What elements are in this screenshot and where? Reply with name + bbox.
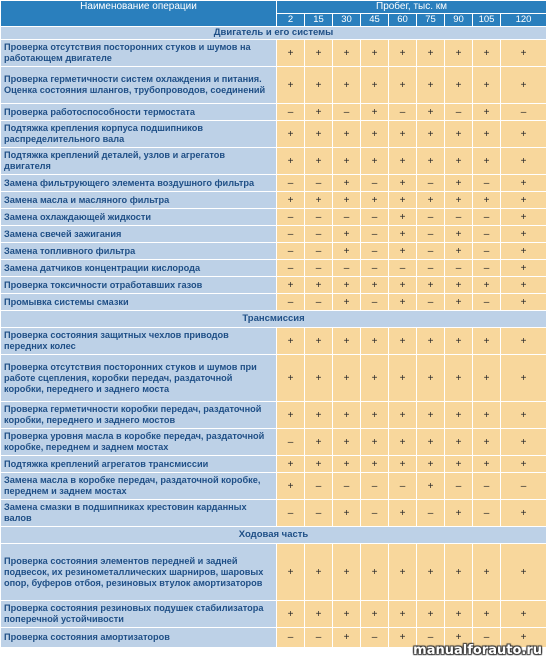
schedule-mark: + [333,328,361,355]
schedule-mark: – [361,294,389,311]
schedule-mark: – [389,104,417,121]
schedule-mark: + [473,355,501,402]
table-row [1,243,546,260]
schedule-mark: + [277,473,305,500]
schedule-mark: – [361,226,389,243]
schedule-mark: – [277,226,305,243]
schedule-mark: – [501,104,546,121]
schedule-mark: + [473,429,501,456]
table-row [1,67,546,104]
operation-name: Подтяжка крепления корпуса подшипников распределительного вала [1,121,277,148]
schedule-mark: + [473,402,501,429]
schedule-mark: + [445,243,473,260]
operation-name: Проверка герметичности коробки передач, раздаточной коробки, переднего и заднего мостов [1,402,277,429]
schedule-mark: + [501,226,546,243]
schedule-mark: + [361,402,389,429]
schedule-mark: – [277,175,305,192]
mileage-header-cell: 90 [445,14,473,27]
schedule-mark: + [333,40,361,67]
schedule-mark: + [277,192,305,209]
schedule-mark: + [305,402,333,429]
schedule-mark: + [305,601,333,628]
schedule-mark: + [445,402,473,429]
operation-name: Проверка токсичности отработавших газов [1,277,277,294]
schedule-mark: + [473,456,501,473]
section-title: Ходовая часть [1,527,546,544]
table-row [1,40,546,67]
table-row [1,544,546,601]
schedule-mark: + [445,601,473,628]
schedule-mark: + [501,148,546,175]
table-row [1,209,546,226]
schedule-mark: – [473,473,501,500]
schedule-mark: + [473,40,501,67]
schedule-mark: + [361,601,389,628]
schedule-mark: + [445,628,473,648]
table-body [1,27,546,648]
schedule-mark: + [445,328,473,355]
schedule-mark: + [277,355,305,402]
operation-name: Замена топливного фильтра [1,243,277,260]
schedule-mark: + [501,628,546,648]
schedule-mark: + [277,402,305,429]
mileage-header-cell: 45 [361,14,389,27]
schedule-mark: + [305,544,333,601]
schedule-mark: + [501,328,546,355]
schedule-mark: – [277,628,305,648]
schedule-mark: + [389,243,417,260]
schedule-mark: + [389,355,417,402]
schedule-mark: – [277,104,305,121]
schedule-mark: + [501,601,546,628]
schedule-mark: + [417,67,445,104]
schedule-mark: + [305,40,333,67]
schedule-mark: – [333,209,361,226]
schedule-mark: – [473,294,501,311]
schedule-mark: – [361,500,389,527]
schedule-mark: + [417,456,445,473]
operation-name: Проверка состояния защитных чехлов приводов передних колес [1,328,277,355]
schedule-mark: + [389,429,417,456]
schedule-mark: + [417,429,445,456]
schedule-mark: – [473,226,501,243]
schedule-mark: + [501,402,546,429]
schedule-mark: + [501,175,546,192]
schedule-mark: – [473,243,501,260]
schedule-mark: + [333,175,361,192]
schedule-mark: + [305,429,333,456]
schedule-mark: + [501,544,546,601]
operation-column-header: Наименование операции [1,1,277,27]
schedule-mark: – [417,628,445,648]
mileage-header-cell: 120 [501,14,546,27]
schedule-mark: – [417,294,445,311]
schedule-mark: – [473,628,501,648]
schedule-mark: + [333,226,361,243]
schedule-mark: + [305,277,333,294]
table-row [1,429,546,456]
table-row [1,175,546,192]
operation-name: Проверка работоспособности термостата [1,104,277,121]
table-row [1,402,546,429]
schedule-mark: + [389,544,417,601]
schedule-mark: + [389,175,417,192]
operation-name: Проверка отсутствия посторонних стуков и шумов при работе сцепления, коробки передач, раздаточной коробки, переднего и заднего моста [1,355,277,402]
schedule-mark: – [445,104,473,121]
schedule-mark: + [361,192,389,209]
schedule-mark: + [277,67,305,104]
schedule-mark: – [417,226,445,243]
schedule-mark: – [389,260,417,277]
schedule-mark: + [389,402,417,429]
schedule-mark: + [361,355,389,402]
mileage-group-header: Пробег, тыс. км [277,1,546,14]
schedule-mark: + [445,67,473,104]
schedule-mark: + [417,473,445,500]
schedule-mark: – [277,294,305,311]
schedule-mark: + [445,456,473,473]
table-row [1,601,546,628]
schedule-mark: – [361,473,389,500]
schedule-mark: + [389,226,417,243]
schedule-mark: + [501,355,546,402]
schedule-mark: – [305,175,333,192]
schedule-mark: + [389,40,417,67]
table-header [1,1,546,27]
schedule-mark: + [333,277,361,294]
schedule-mark: – [277,500,305,527]
watermark: manualforauto.ru [413,643,542,658]
operation-name: Замена датчиков концентрации кислорода [1,260,277,277]
schedule-mark: + [333,429,361,456]
schedule-mark: + [305,67,333,104]
schedule-mark: – [305,226,333,243]
operation-name: Замена масла в коробке передач, раздаточной коробке, переднем и заднем мостах [1,473,277,500]
schedule-mark: + [305,121,333,148]
operation-name: Проверка уровня масла в коробке передач, раздаточной коробке, переднем и заднем мостах [1,429,277,456]
schedule-mark: + [501,192,546,209]
schedule-mark: + [333,67,361,104]
schedule-mark: + [417,402,445,429]
schedule-mark: – [277,429,305,456]
operation-name: Проверка состояния резиновых подушек стабилизатора поперечной устойчивости [1,601,277,628]
schedule-mark: + [417,544,445,601]
section-title: Трансмиссия [1,311,546,328]
schedule-mark: – [361,243,389,260]
table-row [1,355,546,402]
schedule-mark: – [361,175,389,192]
schedule-mark: + [389,192,417,209]
schedule-mark: + [417,601,445,628]
schedule-mark: + [389,294,417,311]
schedule-mark: + [277,456,305,473]
section-row [1,527,546,544]
schedule-mark: + [305,456,333,473]
operation-name: Проверка герметичности систем охлаждения и питания. Оценка состояния шлангов, трубопроводов, соединений [1,67,277,104]
schedule-mark: + [473,192,501,209]
schedule-mark: – [389,473,417,500]
schedule-mark: – [305,500,333,527]
schedule-mark: – [417,500,445,527]
table-row [1,456,546,473]
schedule-mark: + [333,500,361,527]
schedule-mark: + [501,40,546,67]
schedule-mark: + [389,67,417,104]
section-title: Двигатель и его системы [1,27,546,40]
schedule-mark: + [501,429,546,456]
schedule-mark: + [305,355,333,402]
schedule-mark: + [277,328,305,355]
operation-name: Подтяжка креплений деталей, узлов и агрегатов двигателя [1,148,277,175]
schedule-mark: + [473,328,501,355]
schedule-mark: – [473,260,501,277]
schedule-mark: – [417,243,445,260]
schedule-mark: + [333,544,361,601]
schedule-mark: + [333,192,361,209]
schedule-mark: + [333,243,361,260]
schedule-mark: – [333,260,361,277]
schedule-mark: + [501,294,546,311]
schedule-mark: + [473,544,501,601]
schedule-mark: + [333,601,361,628]
section-row [1,27,546,40]
schedule-mark: – [445,260,473,277]
mileage-header-cell: 105 [473,14,501,27]
operation-name: Проверка состояния элементов передней и задней подвесок, их резинометаллических шарниров, шаровых опор, буферов отбоя, резиновых втулок амортизаторов [1,544,277,601]
schedule-mark: + [445,544,473,601]
table-row [1,192,546,209]
schedule-mark: + [333,355,361,402]
schedule-mark: + [473,67,501,104]
schedule-mark: + [445,500,473,527]
schedule-mark: + [389,209,417,226]
schedule-mark: – [473,500,501,527]
table-row [1,260,546,277]
schedule-mark: + [501,209,546,226]
table-row [1,121,546,148]
schedule-mark: – [417,260,445,277]
schedule-mark: + [277,40,305,67]
schedule-mark: + [417,355,445,402]
schedule-mark: + [389,628,417,648]
mileage-header-cell: 15 [305,14,333,27]
schedule-mark: + [417,148,445,175]
mileage-header-cell: 75 [417,14,445,27]
schedule-mark: + [417,192,445,209]
operation-name: Проверка состояния амортизаторов [1,628,277,648]
schedule-mark: + [445,192,473,209]
schedule-mark: + [417,104,445,121]
schedule-mark: – [361,628,389,648]
schedule-mark: – [305,628,333,648]
schedule-mark: + [445,121,473,148]
schedule-mark: + [445,226,473,243]
schedule-mark: + [417,277,445,294]
table-row [1,328,546,355]
schedule-mark: – [305,209,333,226]
schedule-mark: + [389,601,417,628]
schedule-mark: – [305,243,333,260]
schedule-mark: + [501,67,546,104]
schedule-mark: + [445,148,473,175]
schedule-mark: + [501,121,546,148]
schedule-mark: + [389,121,417,148]
schedule-mark: + [473,277,501,294]
schedule-mark: + [417,328,445,355]
schedule-mark: – [473,175,501,192]
schedule-mark: – [277,260,305,277]
mileage-header-cell: 2 [277,14,305,27]
schedule-mark: + [445,429,473,456]
schedule-mark: – [473,209,501,226]
operation-name: Проверка отсутствия посторонних стуков и шумов на работающем двигателе [1,40,277,67]
table-row [1,473,546,500]
schedule-mark: + [361,40,389,67]
schedule-mark: + [389,148,417,175]
schedule-mark: + [501,456,546,473]
schedule-mark: – [277,209,305,226]
schedule-mark: + [473,601,501,628]
schedule-mark: + [389,456,417,473]
table-row [1,500,546,527]
schedule-mark: + [389,277,417,294]
operation-name: Замена фильтрующего элемента воздушного фильтра [1,175,277,192]
schedule-mark: + [417,121,445,148]
schedule-mark: + [333,294,361,311]
schedule-mark: + [333,628,361,648]
schedule-mark: + [445,277,473,294]
schedule-mark: – [305,294,333,311]
schedule-mark: – [445,209,473,226]
schedule-mark: + [445,294,473,311]
schedule-mark: + [333,402,361,429]
schedule-mark: + [305,192,333,209]
schedule-mark: + [361,429,389,456]
schedule-mark: + [361,104,389,121]
schedule-mark: + [389,328,417,355]
operation-name: Замена смазки в подшипниках крестовин карданных валов [1,500,277,527]
schedule-mark: + [361,121,389,148]
section-row [1,311,546,328]
schedule-mark: + [333,121,361,148]
schedule-mark: + [333,456,361,473]
schedule-mark: – [445,473,473,500]
schedule-mark: + [361,328,389,355]
schedule-mark: + [445,355,473,402]
schedule-mark: + [277,601,305,628]
operation-name: Замена свечей зажигания [1,226,277,243]
schedule-mark: – [417,209,445,226]
schedule-mark: + [501,243,546,260]
schedule-mark: + [473,148,501,175]
schedule-mark: + [501,500,546,527]
schedule-mark: – [333,104,361,121]
table-row [1,226,546,243]
schedule-mark: + [305,104,333,121]
schedule-mark: + [277,148,305,175]
schedule-mark: + [305,328,333,355]
schedule-mark: + [361,456,389,473]
schedule-mark: + [501,260,546,277]
schedule-mark: + [501,277,546,294]
table-row [1,148,546,175]
operation-name: Замена масла и масляного фильтра [1,192,277,209]
schedule-mark: + [277,121,305,148]
schedule-mark: + [445,175,473,192]
schedule-mark: – [277,243,305,260]
schedule-mark: – [417,175,445,192]
schedule-mark: + [277,544,305,601]
schedule-mark: + [473,104,501,121]
operation-name: Подтяжка креплений агрегатов трансмиссии [1,456,277,473]
schedule-mark: + [361,148,389,175]
operation-name: Промывка системы смазки [1,294,277,311]
schedule-mark: + [389,500,417,527]
schedule-mark: – [361,209,389,226]
schedule-mark: + [333,148,361,175]
schedule-mark: – [501,473,546,500]
schedule-mark: – [305,473,333,500]
schedule-mark: + [305,148,333,175]
schedule-mark: + [361,277,389,294]
schedule-mark: + [361,67,389,104]
schedule-mark: + [473,121,501,148]
schedule-mark: + [277,277,305,294]
schedule-mark: + [445,40,473,67]
schedule-mark: – [361,260,389,277]
table-row [1,294,546,311]
operation-name: Замена охлаждающей жидкости [1,209,277,226]
schedule-mark: + [417,40,445,67]
table-row [1,104,546,121]
mileage-header-cell: 30 [333,14,361,27]
schedule-mark: + [361,544,389,601]
table-row [1,277,546,294]
schedule-mark: – [305,260,333,277]
schedule-mark: – [333,473,361,500]
mileage-header-cell: 60 [389,14,417,27]
